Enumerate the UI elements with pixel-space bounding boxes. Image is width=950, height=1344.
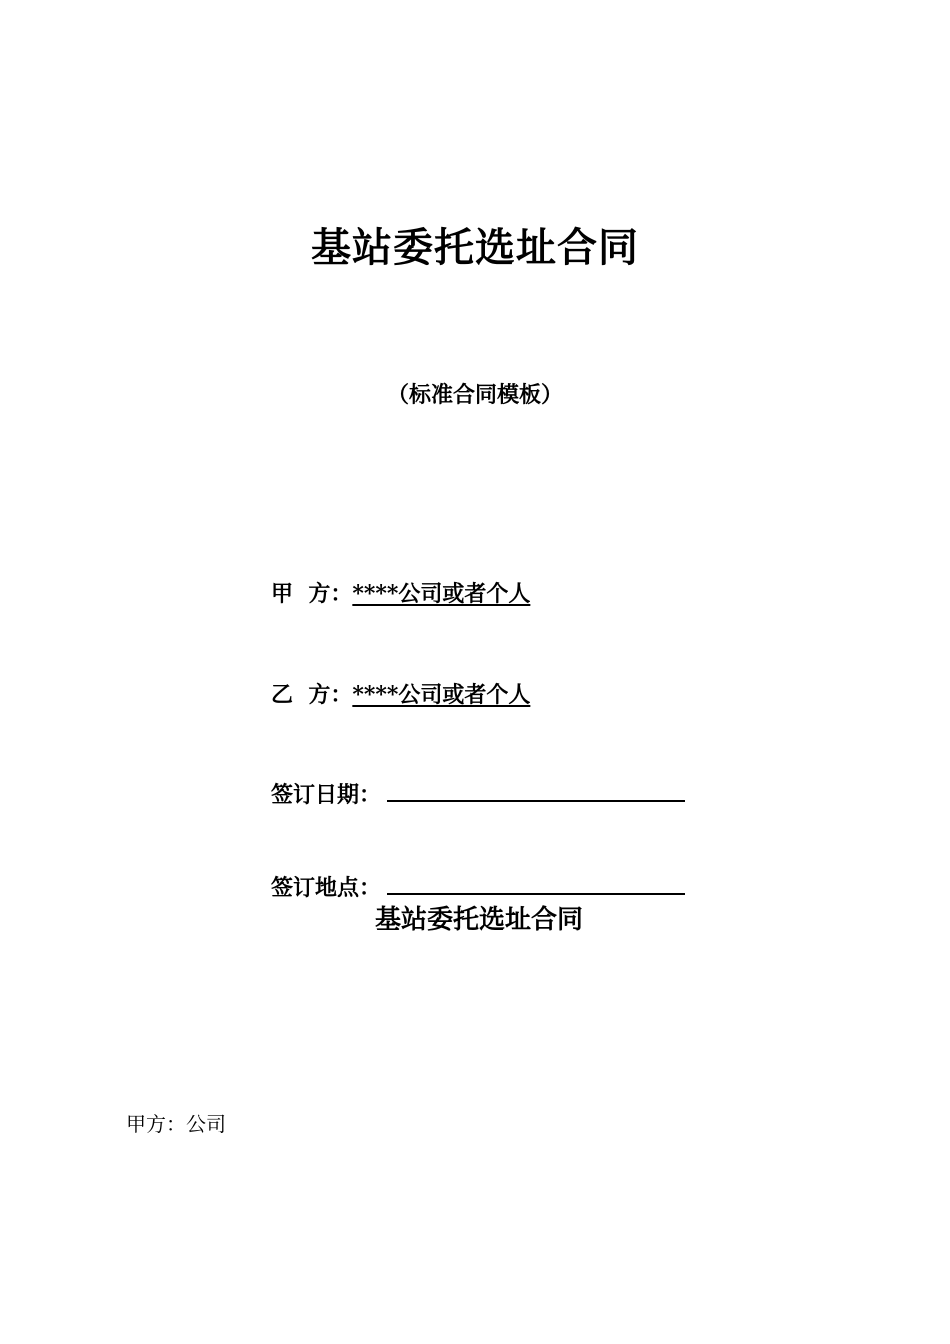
signing-date-label: 签订日期： bbox=[271, 782, 382, 808]
signing-date-field bbox=[271, 780, 685, 810]
party-a-line: 甲方：公司 bbox=[126, 1112, 226, 1136]
party-a-label: 甲 方： bbox=[271, 581, 353, 607]
signing-place-blank-line bbox=[387, 873, 685, 895]
signing-place-label: 签订地点： bbox=[271, 875, 382, 901]
party-b-value: ****公司或者个人 bbox=[352, 682, 531, 708]
party-b-field bbox=[271, 680, 530, 710]
party-b-label: 乙 方： bbox=[271, 682, 353, 708]
party-a-field bbox=[271, 579, 530, 609]
cover-title: 基站委托选址合同 bbox=[311, 225, 639, 271]
cover-subtitle: （标准合同模板） bbox=[386, 382, 563, 408]
party-a-value: ****公司或者个人 bbox=[352, 581, 531, 607]
body-title: 基站委托选址合同 bbox=[374, 905, 583, 935]
signing-date-blank-line bbox=[387, 780, 685, 802]
signing-place-field bbox=[271, 873, 685, 903]
